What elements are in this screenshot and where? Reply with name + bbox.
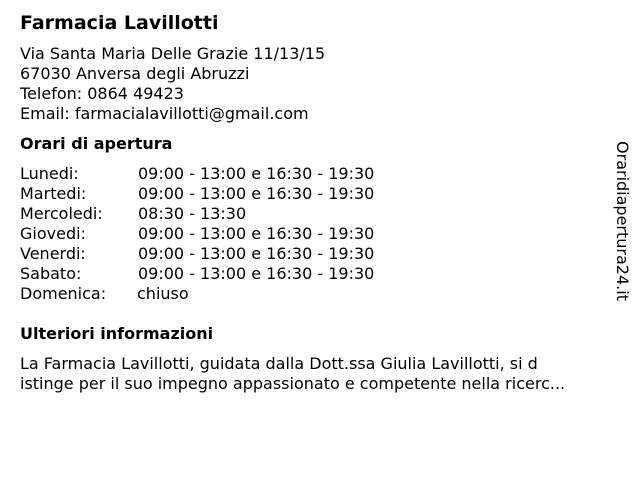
day-label: Martedi:	[20, 184, 87, 203]
more-info-line-2: istinge per il suo impegno appassionato e competente nella ricerc...	[20, 374, 566, 393]
hours-row-wednesday	[20, 204, 620, 224]
more-info-text	[20, 354, 620, 394]
hours-value: chiuso	[137, 284, 189, 303]
address-line-1: Via Santa Maria Delle Grazie 11/13/15	[20, 44, 326, 63]
site-brand-vertical	[612, 133, 632, 309]
email-text: Email: farmacialavillotti@gmail.com	[20, 104, 309, 123]
address-line-2: 67030 Anversa degli Abruzzi	[20, 64, 250, 83]
hours-row-monday	[20, 164, 620, 184]
day-label: Sabato:	[20, 264, 82, 283]
more-info-line-1: La Farmacia Lavillotti, guidata dalla Dott.ssa Giulia Lavillotti, si d	[20, 354, 538, 373]
day-label: Giovedi:	[20, 224, 86, 243]
hours-value: 09:00 - 13:00 e 16:30 - 19:30	[138, 224, 375, 243]
hours-value: 09:00 - 13:00 e 16:30 - 19:30	[138, 244, 375, 263]
hours-row-sunday	[20, 284, 620, 304]
pharmacy-card	[20, 10, 620, 394]
hours-value: 09:00 - 13:00 e 16:30 - 19:30	[138, 264, 375, 283]
day-label: Lunedi:	[20, 164, 79, 183]
site-brand-text: Oraridiapertura24.it	[613, 141, 633, 301]
day-label: Domenica:	[20, 284, 107, 303]
hours-row-tuesday	[20, 184, 620, 204]
pharmacy-name: Farmacia Lavillotti	[20, 12, 219, 34]
hours-value: 09:00 - 13:00 e 16:30 - 19:30	[138, 184, 375, 203]
day-label: Mercoledi:	[20, 204, 103, 223]
hours-value: 09:00 - 13:00 e 16:30 - 19:30	[138, 164, 375, 183]
hours-row-thursday	[20, 224, 620, 244]
hours-row-saturday	[20, 264, 620, 284]
opening-hours-title: Orari di apertura	[20, 134, 173, 153]
day-label: Venerdi:	[20, 244, 86, 263]
hours-value: 08:30 - 13:30	[138, 204, 247, 223]
more-info-title: Ulteriori informazioni	[20, 324, 214, 343]
hours-row-friday	[20, 244, 620, 264]
opening-hours-list	[20, 164, 620, 304]
phone-text: Telefon: 0864 49423	[20, 84, 184, 103]
